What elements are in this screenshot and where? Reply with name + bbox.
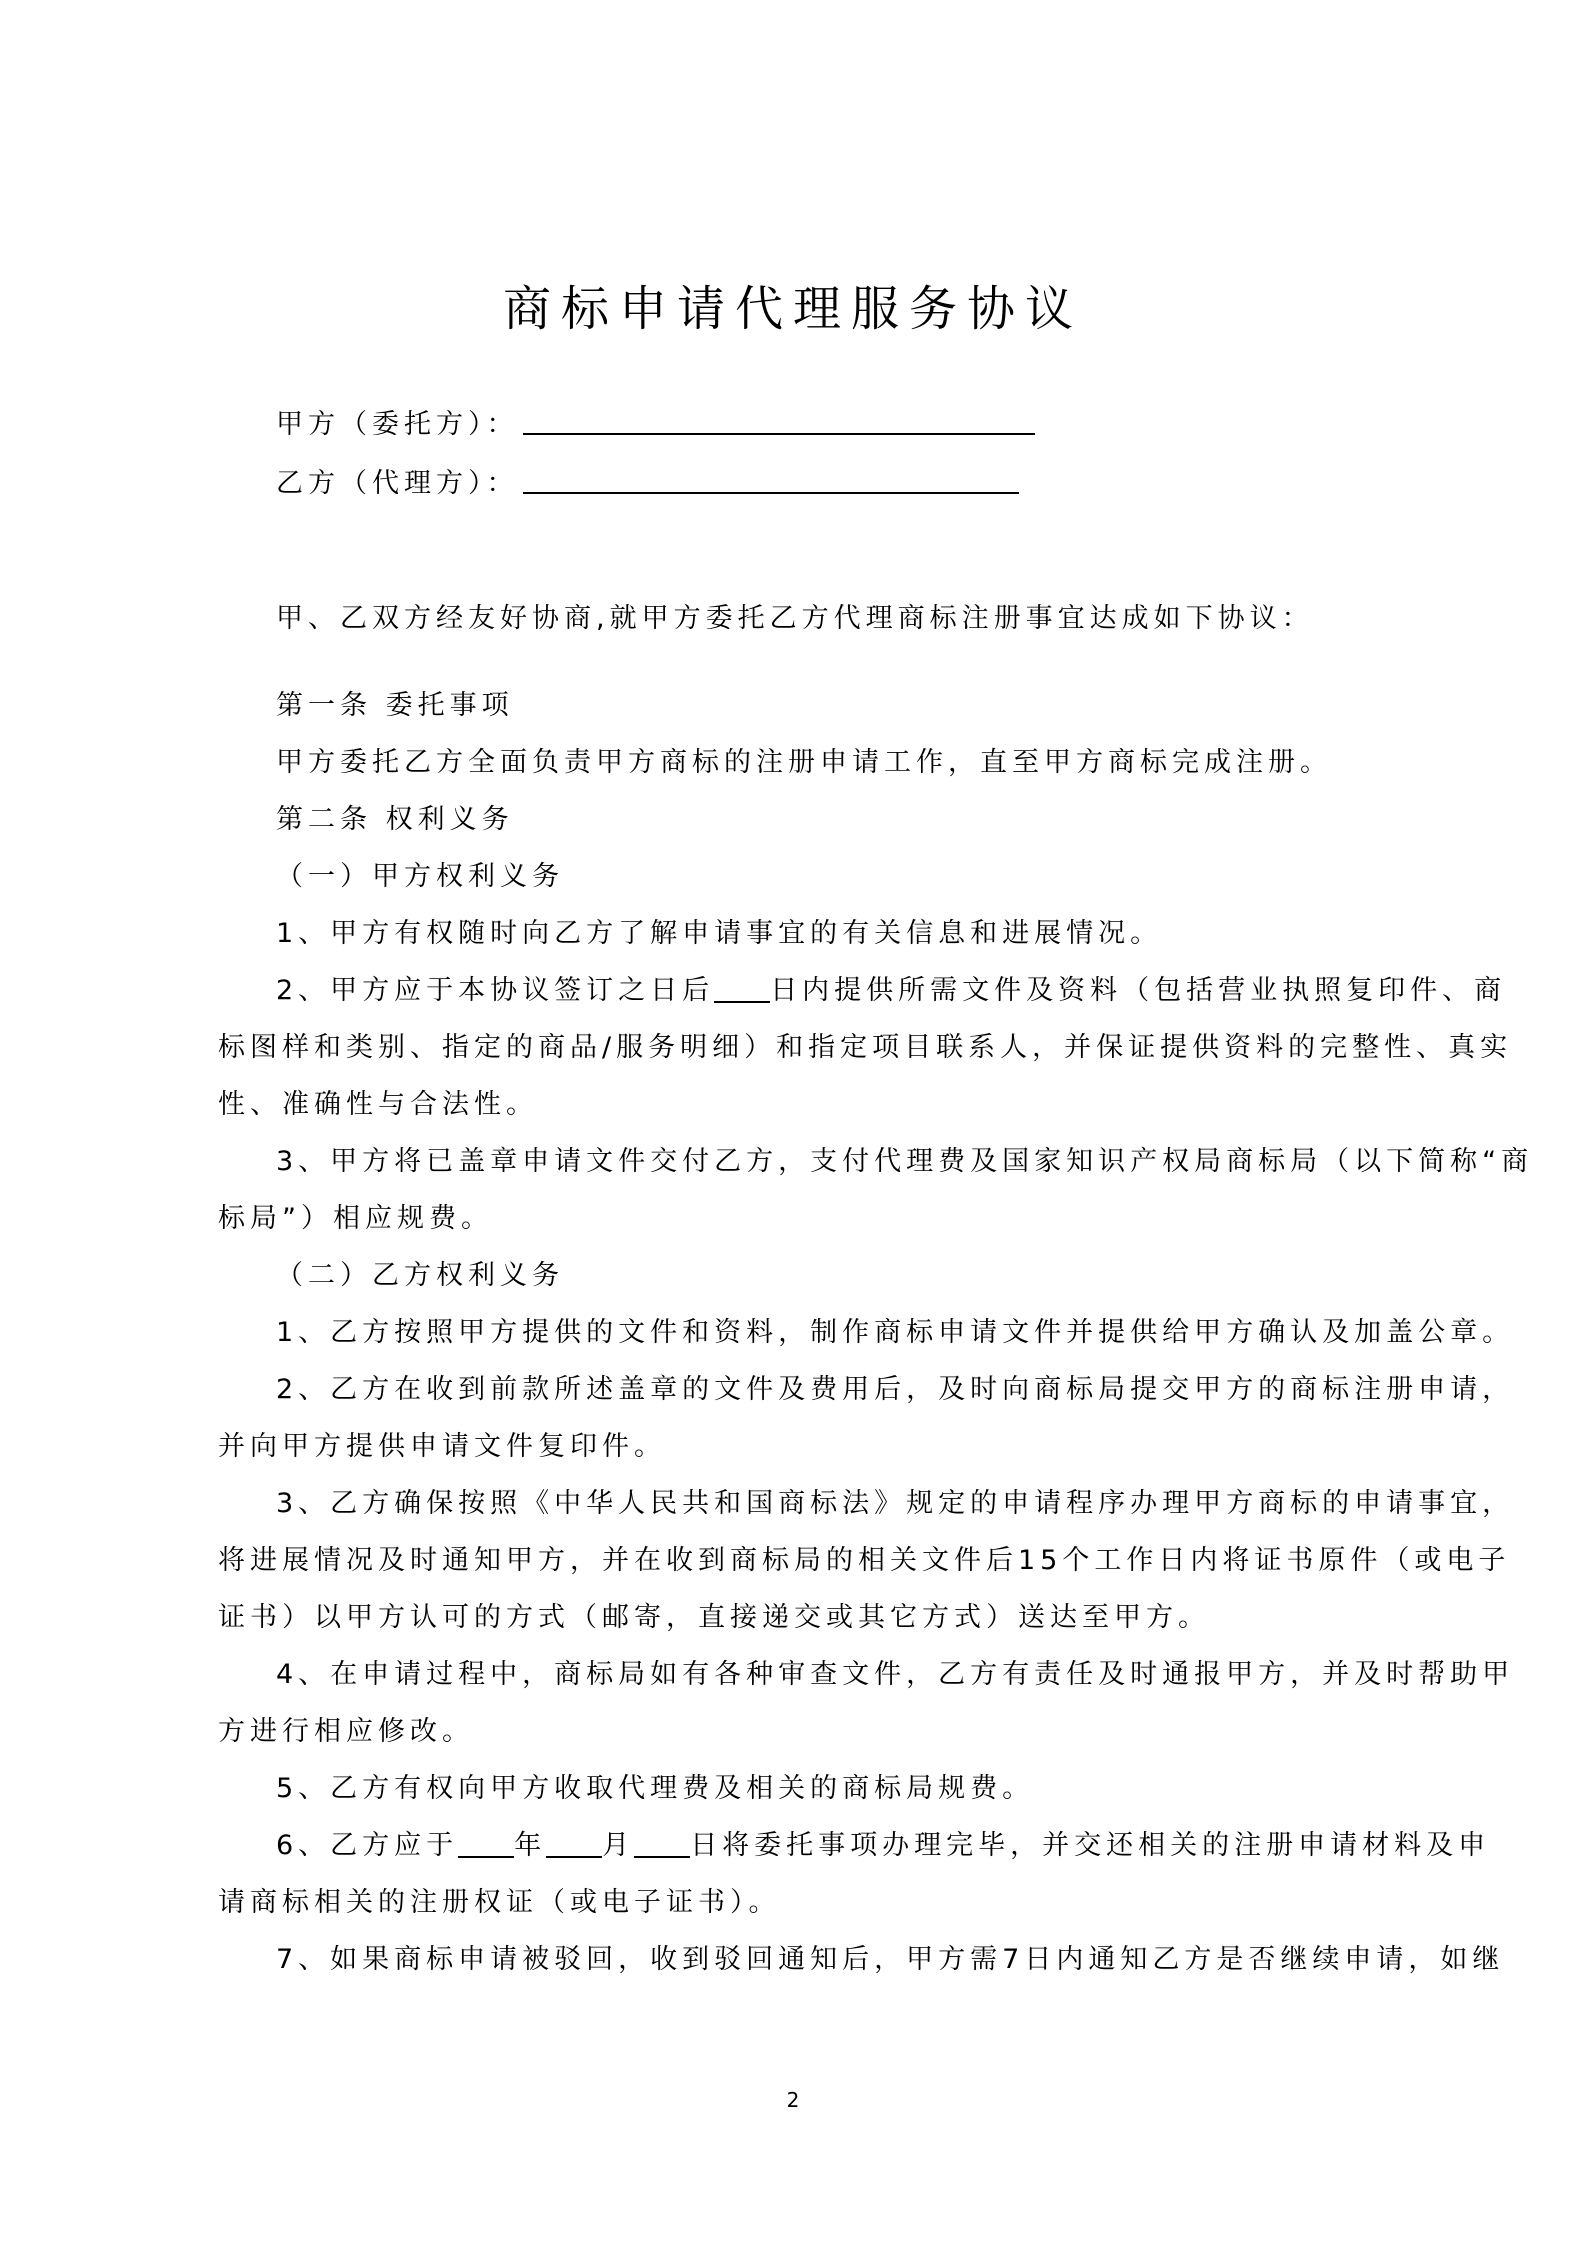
preamble: 甲、乙双方经友好协商,就甲方委托乙方代理商标注册事宜达成如下协议：: [276, 603, 1314, 634]
document-title: 商标申请代理服务协议: [502, 281, 1083, 337]
party-b-line: [276, 464, 1019, 504]
party-b-label: 乙方（代理方）：: [276, 468, 519, 499]
clause-b1: 1、乙方按照甲方提供的文件和资料，制作商标申请文件并提供给甲方确认及加盖公章。: [276, 1317, 1515, 1348]
clause-a2-text: 2、甲方应于本协议签订之日后: [276, 975, 715, 1006]
clause-a2-line3: 性、准确性与合法性。: [218, 1089, 538, 1120]
clause-b4-line2: 方进行相应修改。: [218, 1716, 474, 1747]
clause-b5: 5、乙方有权向甲方收取代理费及相关的商标局规费。: [276, 1773, 1035, 1804]
party-a-label: 甲方（委托方）：: [276, 409, 519, 440]
clause-a1: 1、甲方有权随时向乙方了解申请事宜的有关信息和进展情况。: [276, 918, 1163, 949]
party-b-blank: [523, 464, 1019, 494]
page-number: 2: [786, 2088, 800, 2112]
article2-heading: 第二条 权利义务: [276, 804, 514, 835]
day-blank: [634, 1828, 690, 1858]
clause-b3-line3: 证书）以甲方认可的方式（邮寄，直接递交或其它方式）送达至甲方。: [218, 1602, 1210, 1633]
agreement-body: [218, 590, 1534, 1988]
section-a-heading: （一）甲方权利义务: [276, 861, 564, 892]
article1-heading: 第一条 委托事项: [276, 690, 514, 721]
party-a-line: [276, 405, 1035, 445]
section-b-heading: （二）乙方权利义务: [276, 1260, 564, 1291]
year-blank: [458, 1828, 514, 1858]
clause-a3: 3、甲方将已盖章申请文件交付乙方，支付代理费及国家知识产权局商标局（以下简称“商: [276, 1146, 1534, 1177]
clause-b6-text: 6、乙方应于: [276, 1830, 459, 1861]
party-a-blank: [523, 405, 1035, 435]
clause-b6-text-cont: 日将委托事项办理完毕，并交还相关的注册申请材料及申: [690, 1830, 1491, 1861]
clause-b2: 2、乙方在收到前款所述盖章的文件及费用后，及时向商标局提交甲方的商标注册申请，: [276, 1374, 1515, 1405]
clause-a2: [218, 962, 1507, 1019]
clause-b3: 3、乙方确保按照《中华人民共和国商标法》规定的申请程序办理甲方商标的申请事宜，: [276, 1488, 1515, 1519]
month-blank: [546, 1828, 602, 1858]
article1-text: 甲方委托乙方全面负责甲方商标的注册申请工作，直至甲方商标完成注册。: [276, 747, 1332, 778]
clause-b2-line2: 并向甲方提供申请文件复印件。: [218, 1431, 666, 1462]
clause-a3-line2: 标局”）相应规费。: [218, 1203, 493, 1234]
clause-b7: 7、如果商标申请被驳回，收到驳回通知后，甲方需7日内通知乙方是否继续申请，如继: [276, 1944, 1505, 1975]
year-label: 年: [514, 1830, 547, 1861]
clause-b6-line2: 请商标相关的注册权证（或电子证书）。: [218, 1887, 781, 1918]
clause-b3-line2: 将进展情况及时通知甲方，并在收到商标局的相关文件后15个工作日内将证书原件（或电子: [218, 1545, 1511, 1576]
days-blank: [714, 973, 770, 1003]
clause-a2-text-cont: 日内提供所需文件及资料（包括营业执照复印件、商: [770, 975, 1507, 1006]
clause-a2-line2: 标图样和类别、指定的商品/服务明细）和指定项目联系人，并保证提供资料的完整性、真实: [218, 1032, 1513, 1063]
clause-b4: 4、在申请过程中，商标局如有各种审查文件，乙方有责任及时通报甲方，并及时帮助甲: [276, 1659, 1515, 1690]
clause-b6: [218, 1817, 1491, 1874]
month-label: 月: [602, 1830, 635, 1861]
